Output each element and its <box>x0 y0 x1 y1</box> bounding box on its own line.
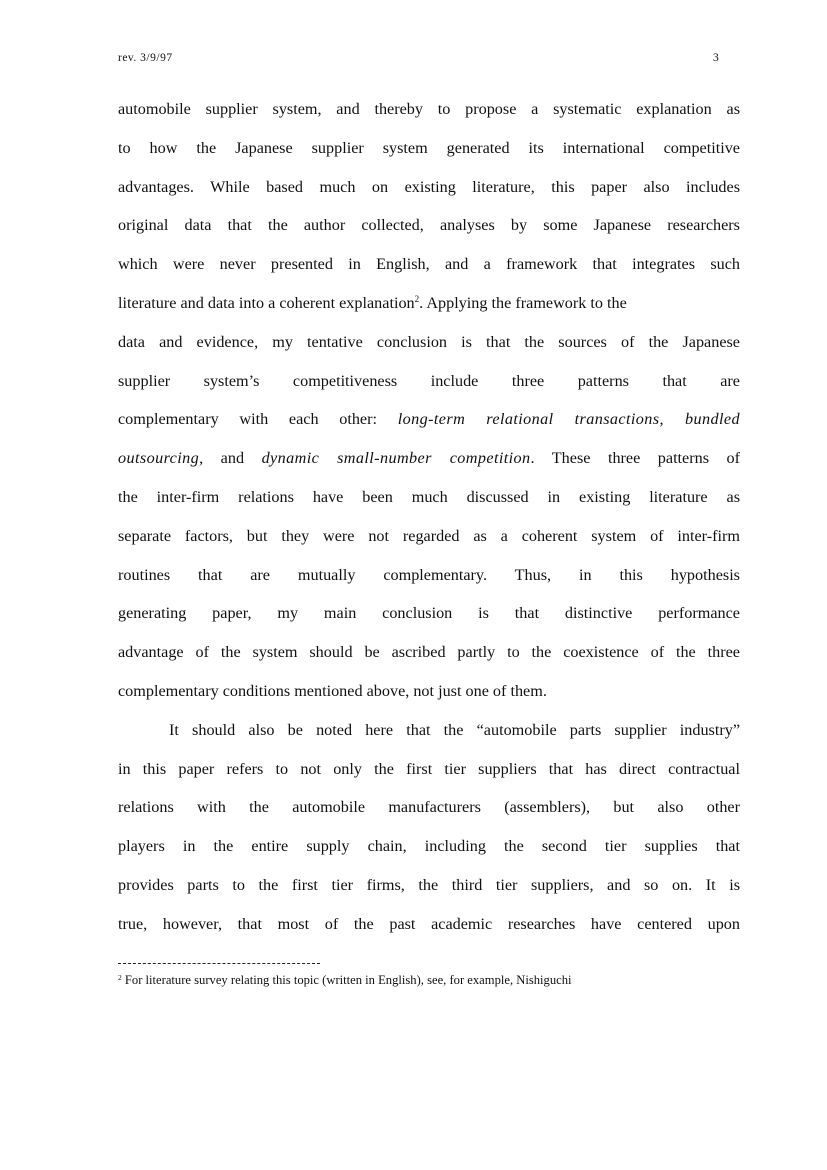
revision-date: rev. 3/9/97 <box>118 52 173 64</box>
emphasis-term: dynamic small-number competition <box>261 449 531 468</box>
text-line: data and evidence, my tentative conclusion is that the sources of the Japanese <box>118 332 740 351</box>
text-segment: . These three patterns of <box>530 449 741 468</box>
footnote <box>118 973 572 988</box>
body-text <box>118 90 740 944</box>
text-line: complementary conditions mentioned above, not just one of them. <box>118 681 547 700</box>
footnote-divider <box>118 963 320 964</box>
text-line: advantage of the system should be ascribed partly to the coexistence of the three <box>118 643 740 662</box>
text-segment: , and <box>199 449 245 468</box>
text-line <box>118 400 740 439</box>
text-line: generating paper, my main conclusion is that distinctive performance <box>118 604 740 623</box>
text-line: routines that are mutually complementary. Thus, in this hypothesis <box>118 565 740 584</box>
footnote-text: For literature survey relating this topic (written in English), see, for example, Nishiguchi <box>124 973 572 987</box>
emphasis-term: outsourcing <box>118 449 200 468</box>
text-segment: complementary with each other: <box>118 410 378 429</box>
text-segment: literature and data into a coherent explanation <box>118 293 415 312</box>
text-line <box>118 439 740 478</box>
text-segment: . Applying the framework to the <box>419 293 627 312</box>
text-line: in this paper refers to not only the first tier suppliers that has direct contractual <box>118 759 740 778</box>
text-line: the inter-firm relations have been much discussed in existing literature as <box>118 487 740 506</box>
text-line: relations with the automobile manufacturers (assemblers), but also other <box>118 798 740 817</box>
text-line: which were never presented in English, and a framework that integrates such <box>118 255 740 274</box>
text-line: supplier system’s competitiveness include three patterns that are <box>118 371 740 390</box>
text-line: original data that the author collected, analyses by some Japanese researchers <box>118 216 740 235</box>
text-line: automobile supplier system, and thereby to propose a systematic explanation as <box>118 100 740 118</box>
text-line: to how the Japanese supplier system generated its international competitive <box>118 138 740 157</box>
text-line: It should also be noted here that the “automobile parts supplier industry” <box>169 720 740 739</box>
text-line: true, however, that most of the past academic researches have centered upon <box>118 914 740 933</box>
text-line <box>118 284 740 323</box>
text-line: players in the entire supply chain, including the second tier supplies that <box>118 837 740 856</box>
text-line: separate factors, but they were not regarded as a coherent system of inter-firm <box>118 526 740 545</box>
page-number: 3 <box>713 52 719 64</box>
text-line: advantages. While based much on existing literature, this paper also includes <box>118 177 740 196</box>
text-line: provides parts to the first tier firms, the third tier suppliers, and so on. It is <box>118 875 740 894</box>
footnote-reference[interactable]: 2 <box>414 293 420 304</box>
footnote-marker: 2 <box>118 973 122 982</box>
emphasis-term: long-term relational transactions, bundled <box>397 410 741 429</box>
